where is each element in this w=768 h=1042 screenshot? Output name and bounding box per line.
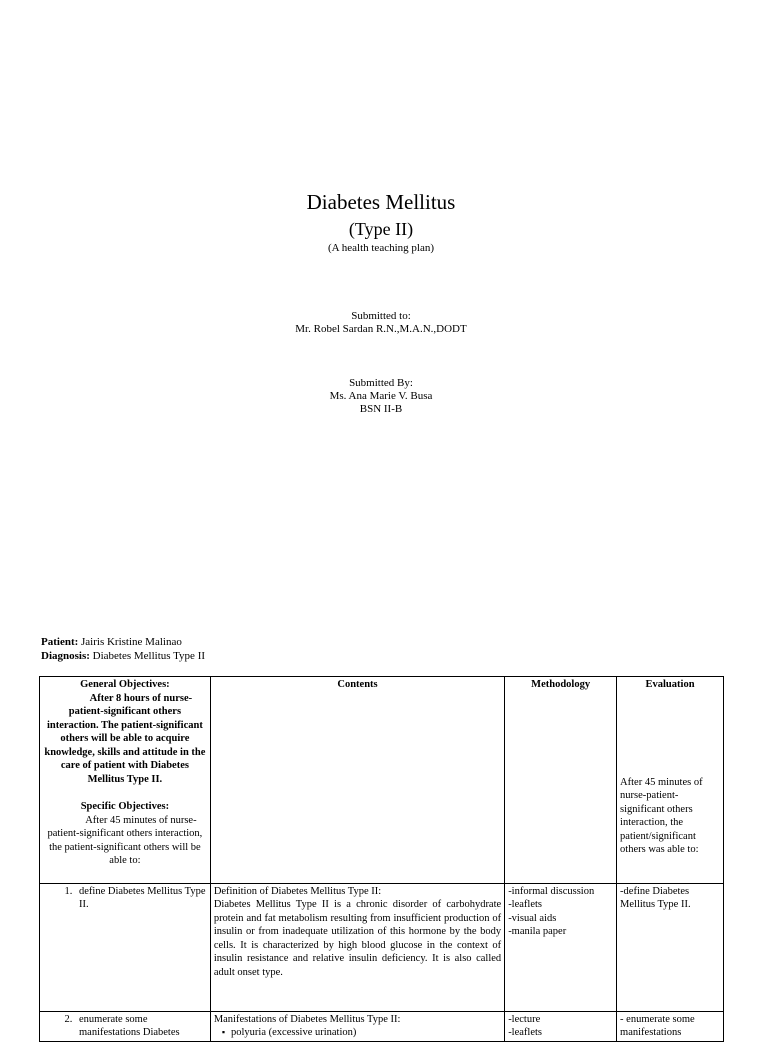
methodology-cell: [505, 1011, 617, 1041]
general-objective-text: After 8 hours of nurse-patient-significant others interaction. The patient-significant others will be able to acquire knowledge, skills and attitude in the care of patient with Diabetes Mellitus Type II.: [44, 692, 206, 785]
patient-name: Jairis Kristine Malinao: [81, 636, 182, 648]
evaluation-cell: - enumerate some manifestations: [617, 1011, 724, 1041]
document-title: Diabetes Mellitus: [306, 190, 456, 214]
submitted-by-name: Ms. Ana Marie V. Busa: [329, 390, 433, 402]
table-header-row: [40, 677, 724, 884]
evaluation-intro: After 45 minutes of nurse-patient-significant others interaction, the patient/significant others was able to:: [620, 776, 703, 855]
submitted-to-block: [0, 310, 762, 336]
diagnosis-label: Diagnosis:: [41, 650, 90, 662]
content-cell: [210, 883, 504, 1011]
specific-objectives-label: Specific Objectives:: [80, 801, 170, 812]
diagnosis-line: [41, 650, 205, 663]
submitted-by-label: Submitted By:: [349, 377, 413, 389]
methodology-cell: [505, 883, 617, 1011]
content-cell: [210, 1011, 504, 1041]
content-heading: Manifestations of Diabetes Mellitus Type II:: [213, 1013, 401, 1025]
diagnosis-value: Diabetes Mellitus Type II: [92, 650, 206, 662]
method-item: -lecture: [508, 1013, 541, 1025]
header-methodology: Methodology: [505, 677, 617, 884]
method-item: -informal discussion: [508, 885, 595, 897]
submitted-to-label: Submitted to:: [351, 310, 411, 322]
evaluation-cell: -define Diabetes Mellitus Type II.: [617, 883, 724, 1011]
method-item: -leaflets: [508, 1027, 542, 1038]
method-item: -manila paper: [508, 926, 567, 937]
document-subtitle: (Type II): [348, 219, 414, 239]
document-note: (A health teaching plan): [328, 242, 434, 254]
submitted-by-block: [0, 377, 762, 416]
header-contents: Contents: [210, 677, 504, 884]
objective-item: 2. enumerate some manifestations Diabetes: [75, 1013, 207, 1040]
method-item: -leaflets: [508, 899, 542, 910]
patient-label: Patient:: [41, 636, 79, 648]
content-heading: Definition of Diabetes Mellitus Type II:: [213, 885, 382, 897]
table-row: [40, 883, 724, 1011]
method-item: -visual aids: [508, 912, 557, 924]
specific-objective-text: After 45 minutes of nurse-patient-significant others interaction, the patient-significant others will be able to:: [47, 814, 203, 866]
manifestation-item: ▪ polyuria (excessive urination): [236, 1026, 501, 1040]
objective-cell: [40, 1011, 211, 1041]
submitted-by-class: BSN II-B: [359, 403, 403, 415]
objective-item: 1. define Diabetes Mellitus Type II.: [75, 885, 207, 912]
objective-cell: [40, 883, 211, 1011]
patient-line: [41, 636, 182, 649]
teaching-plan-table: [39, 676, 724, 1042]
header-evaluation: Evaluation After 45 minutes of nurse-patient-significant others interaction, the patient/significant others was able to:: [617, 677, 724, 884]
header-objectives: General Objectives: After 8 hours of nurse-patient-significant others interaction. The patient-significant others will be able to acquire knowledge, skills and attitude in the care of patient with Diabetes Mellitus Type II. Specific Objectives: After 45 minutes of nurse-patient-significant others interaction, the patient-significant others will be able to:: [40, 677, 211, 884]
submitted-to-name: Mr. Robel Sardan R.N.,M.A.N.,DODT: [295, 323, 467, 335]
content-body: Diabetes Mellitus Type II is a chronic disorder of carbohydrate protein and fat metabolism resulting from insufficient production of insulin or from inadequate utilization of this hormone by the body cells. It is characterized by high blood glucose in the context of insulin resistance and relative insulin deficiency. It is also called adult onset type.: [213, 899, 502, 978]
table-row: [40, 1011, 724, 1041]
